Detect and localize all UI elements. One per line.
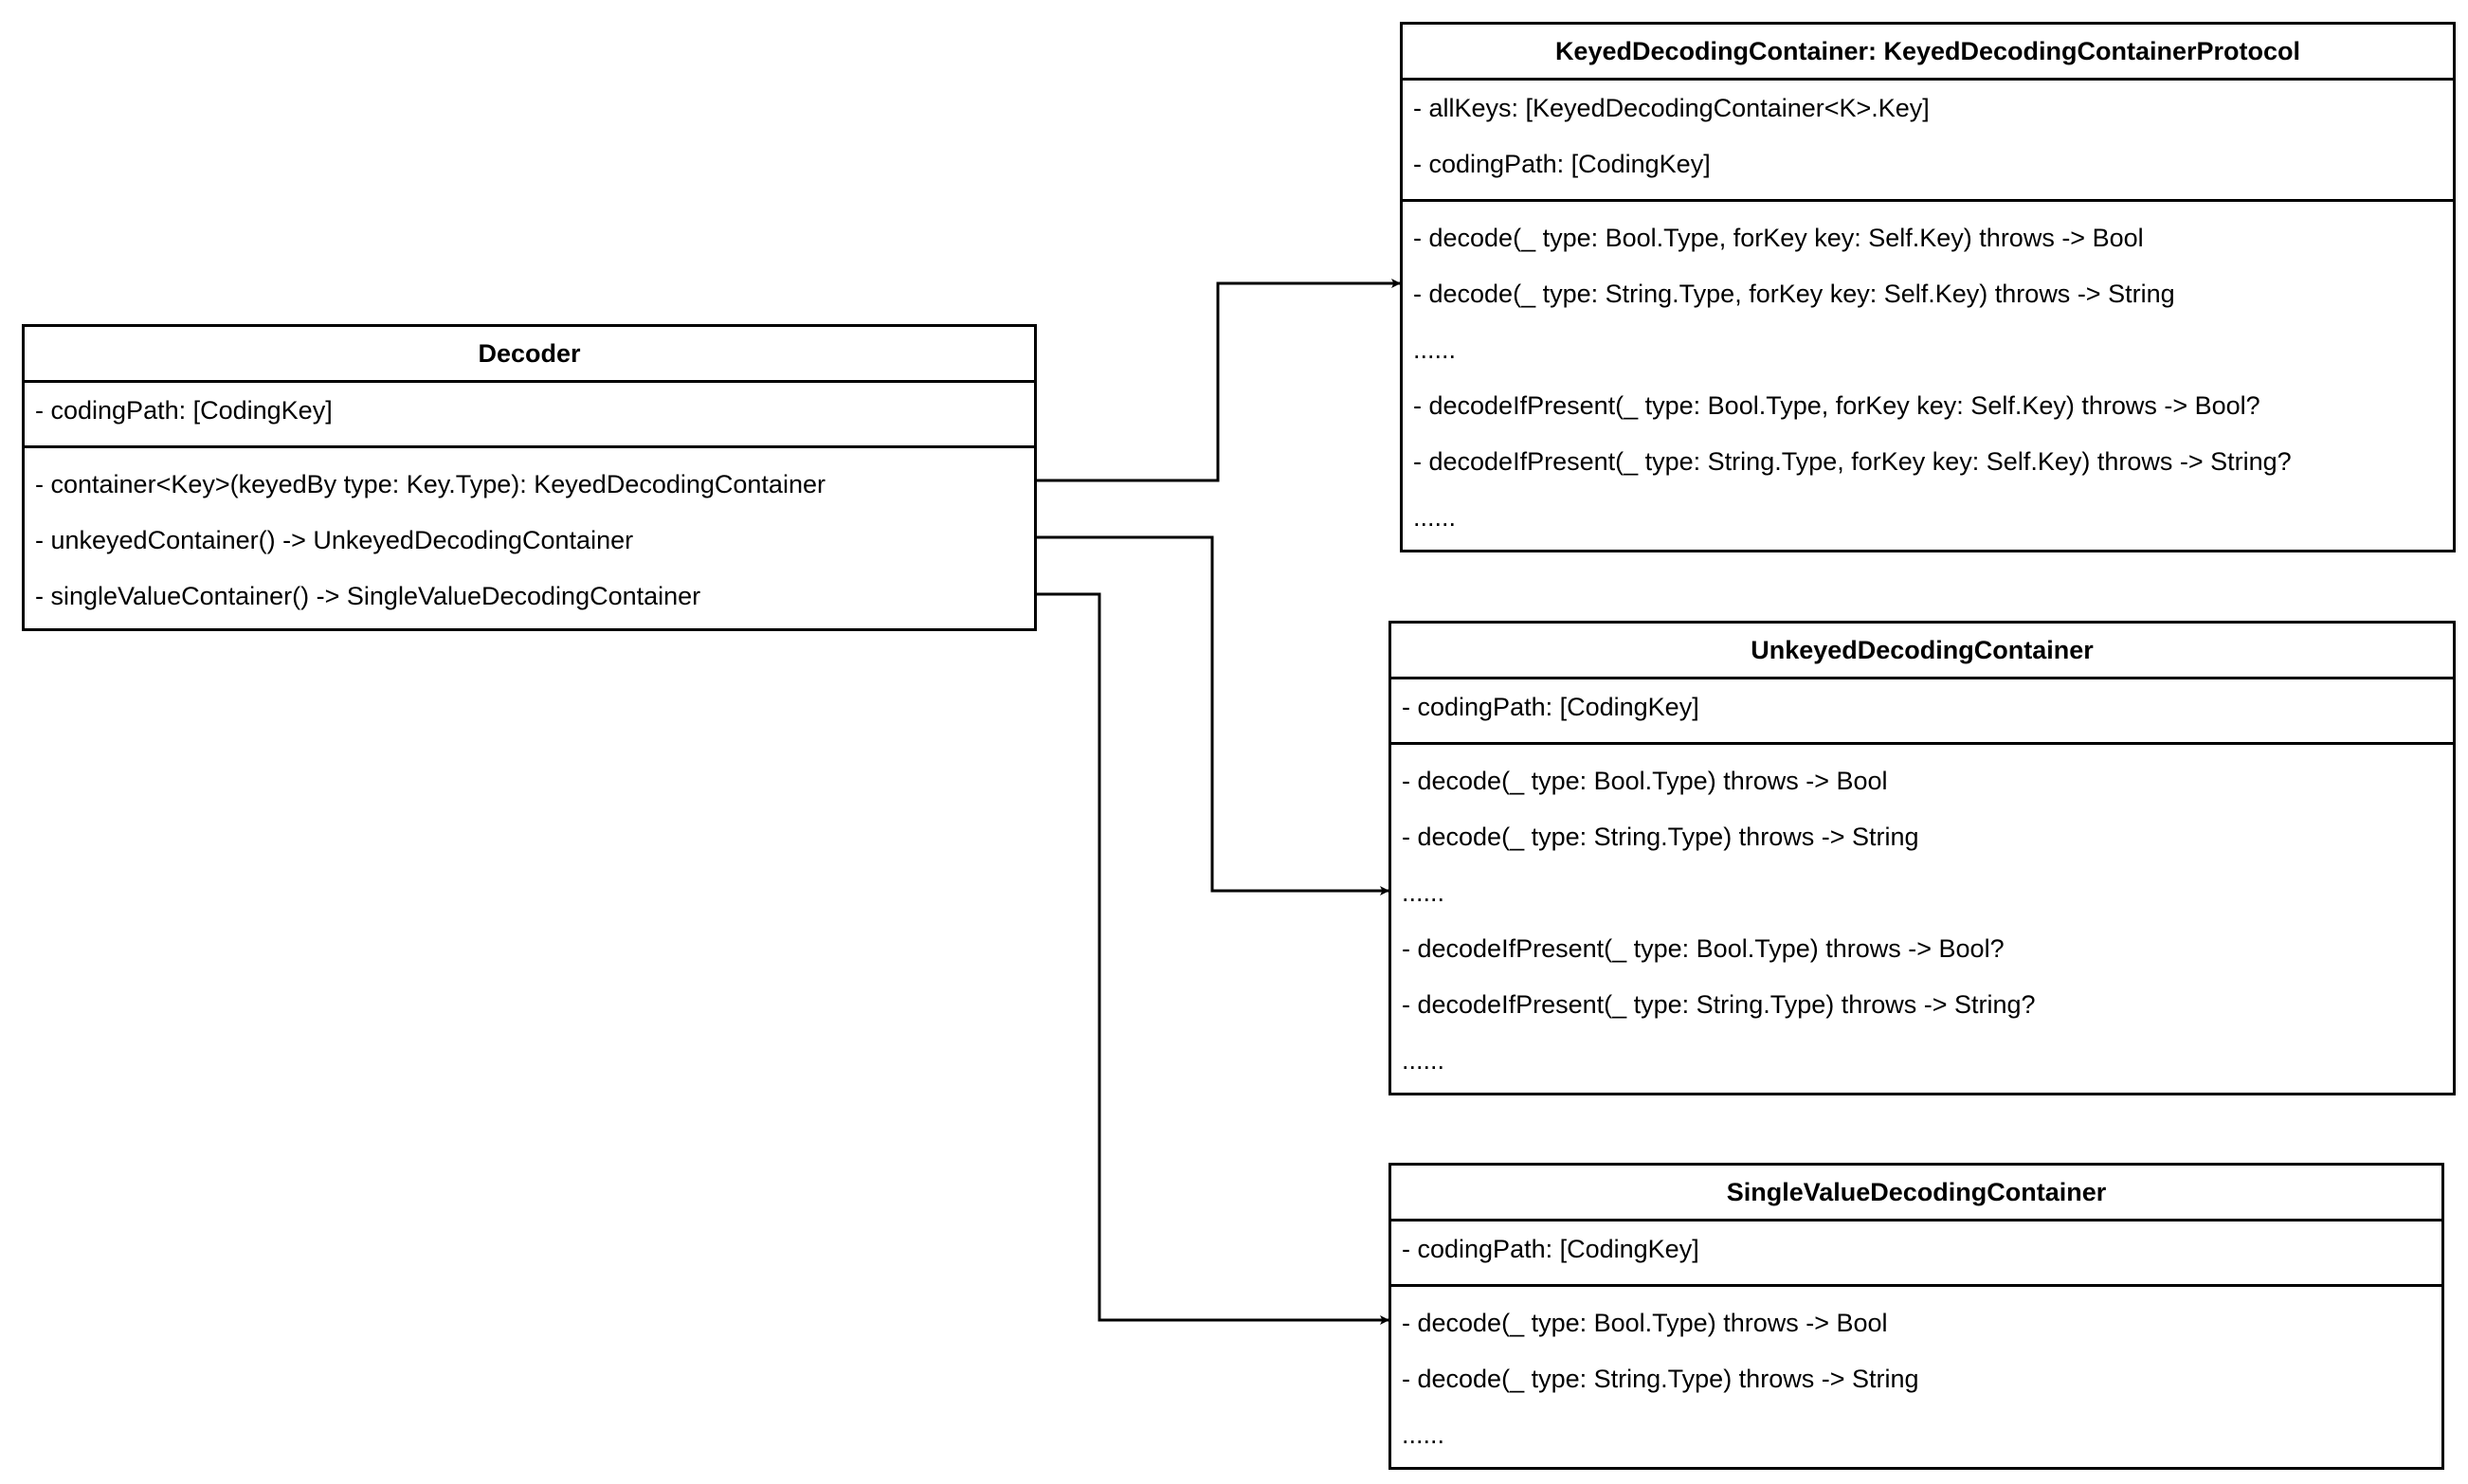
single-attribute: - codingPath: [CodingKey]	[1402, 1235, 1699, 1263]
unkeyed-attribute: - codingPath: [CodingKey]	[1402, 693, 1699, 721]
edge-decoder-to-keyed	[1037, 283, 1400, 480]
single-methods	[1391, 1287, 2441, 1467]
keyed-method-ellipsis: ......	[1413, 503, 1457, 532]
decoder-method-unkeyed: - unkeyedContainer() -> UnkeyedDecodingContainer	[35, 526, 634, 554]
keyed-method: - decodeIfPresent(_ type: Bool.Type, forKey key: Self.Key) throws -> Bool?	[1413, 391, 2260, 420]
single-method-ellipsis: ......	[1402, 1421, 1445, 1449]
decoder-attribute: - codingPath: [CodingKey]	[35, 396, 333, 425]
decoder-class-title: Decoder	[25, 327, 1034, 383]
keyed-class-title: KeyedDecodingContainer: KeyedDecodingContainerProtocol	[1403, 25, 2453, 81]
unkeyed-method-ellipsis: ......	[1402, 878, 1445, 907]
unkeyed-method: - decode(_ type: String.Type) throws -> String	[1402, 823, 1919, 851]
keyed-attribute: - allKeys: [KeyedDecodingContainer<K>.Key]	[1413, 94, 1930, 122]
edge-decoder-to-unkeyed	[1037, 537, 1388, 891]
unkeyed-decoding-container-class[interactable]	[1388, 621, 2456, 1095]
unkeyed-methods	[1391, 745, 2453, 1093]
unkeyed-method: - decodeIfPresent(_ type: Bool.Type) throws -> Bool?	[1402, 934, 2005, 963]
keyed-method: - decodeIfPresent(_ type: String.Type, forKey key: Self.Key) throws -> String?	[1413, 447, 2292, 476]
decoder-method-container: - container<Key>(keyedBy type: Key.Type): KeyedDecodingContainer	[35, 470, 826, 498]
unkeyed-method-ellipsis: ......	[1402, 1046, 1445, 1075]
keyed-methods	[1403, 202, 2453, 550]
keyed-attributes	[1403, 81, 2453, 202]
single-class-title: SingleValueDecodingContainer	[1391, 1166, 2441, 1222]
single-method: - decode(_ type: String.Type) throws -> String	[1402, 1365, 1919, 1393]
keyed-attribute: - codingPath: [CodingKey]	[1413, 150, 1711, 178]
unkeyed-method: - decodeIfPresent(_ type: String.Type) throws -> String?	[1402, 990, 2036, 1019]
unkeyed-class-title: UnkeyedDecodingContainer	[1391, 624, 2453, 679]
decoder-method-single-value: - singleValueContainer() -> SingleValueDecodingContainer	[35, 582, 701, 610]
single-value-decoding-container-class[interactable]	[1388, 1163, 2444, 1470]
single-attributes	[1391, 1222, 2441, 1287]
unkeyed-attributes	[1391, 679, 2453, 745]
unkeyed-method: - decode(_ type: Bool.Type) throws -> Bool	[1402, 767, 1888, 795]
keyed-method: - decode(_ type: String.Type, forKey key: Self.Key) throws -> String	[1413, 280, 2175, 308]
decoder-methods	[25, 448, 1034, 628]
keyed-method: - decode(_ type: Bool.Type, forKey key: Self.Key) throws -> Bool	[1413, 224, 2144, 252]
decoder-class[interactable]	[22, 324, 1037, 631]
keyed-decoding-container-class[interactable]	[1400, 22, 2456, 552]
keyed-method-ellipsis: ......	[1413, 335, 1457, 364]
single-method: - decode(_ type: Bool.Type) throws -> Bool	[1402, 1309, 1888, 1337]
decoder-attributes	[25, 383, 1034, 448]
